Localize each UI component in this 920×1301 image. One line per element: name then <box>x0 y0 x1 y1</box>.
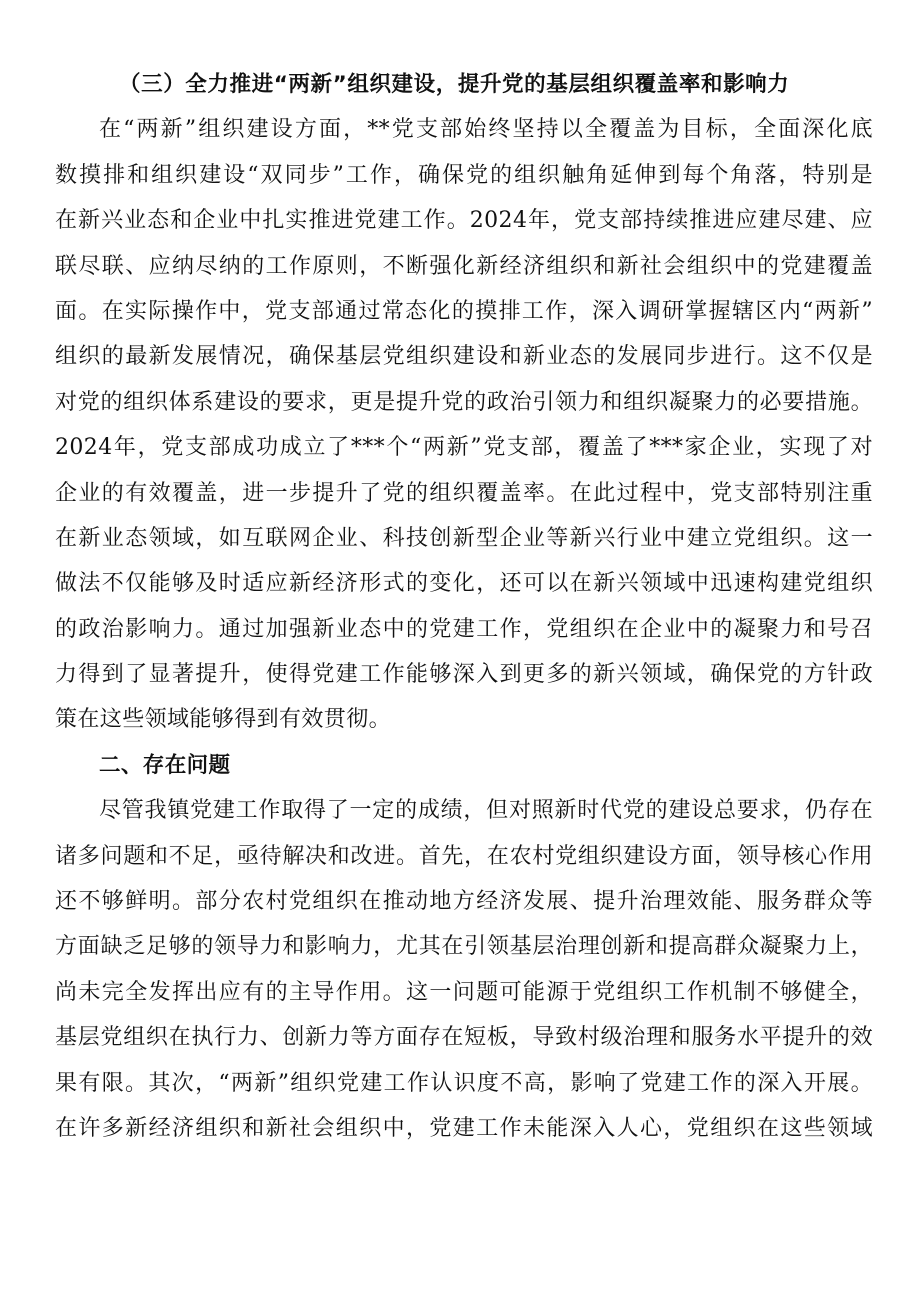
paragraph-line: 果有限。其次，“两新”组织党建工作认识度不高，影响了党建工作的深入开展。 <box>55 1070 873 1096</box>
paragraph-line: 在许多新经济组织和新社会组织中，党建工作未能深入人心，党组织在这些领域 <box>55 1115 873 1141</box>
paragraph-line: 面。在实际操作中，党支部通过常态化的摸排工作，深入调研掌握辖区内“两新” <box>55 298 873 324</box>
paragraph-line: 诸多问题和不足，亟待解决和改进。首先，在农村党组织建设方面，领导核心作用 <box>55 843 873 869</box>
paragraph-line: 组织的最新发展情况，确保基层党组织建设和新业态的发展同步进行。这不仅是 <box>55 344 873 370</box>
paragraph-line: 做法不仅能够及时适应新经济形式的变化，还可以在新兴领域中迅速构建党组织 <box>55 571 873 597</box>
document-body <box>55 62 873 1151</box>
paragraph-line: 2024年，党支部成功成立了***个“两新”党支部，覆盖了***家企业，实现了对 <box>55 435 873 461</box>
paragraph-problems <box>55 788 873 1151</box>
paragraph-line: 企业的有效覆盖，进一步提升了党的组织覆盖率。在此过程中，党支部特别注重 <box>55 480 873 506</box>
subsection-heading: （三）全力推进“两新”组织建设，提升党的基层组织覆盖率和影响力 <box>119 72 790 97</box>
paragraph-line: 数摸排和组织建设“双同步”工作，确保党的组织触角延伸到每个角落，特别是 <box>55 162 873 188</box>
paragraph-line: 力得到了显著提升，使得党建工作能够深入到更多的新兴领域，确保党的方针政 <box>55 662 873 688</box>
paragraph-line: 在新业态领域，如互联网企业、科技创新型企业等新兴行业中建立党组织。这一 <box>55 525 873 551</box>
section-title: 二、存在问题 <box>99 752 231 778</box>
paragraph-line: 在“两新”组织建设方面，**党支部始终坚持以全覆盖为目标，全面深化底 <box>99 117 873 143</box>
paragraph-line: 的政治影响力。通过加强新业态中的党建工作，党组织在企业中的凝聚力和号召 <box>55 616 873 642</box>
paragraph-line: 基层党组织在执行力、创新力等方面存在短板，导致村级治理和服务水平提升的效 <box>55 1025 873 1051</box>
paragraph-line: 对党的组织体系建设的要求，更是提升党的政治引领力和组织凝聚力的必要措施。 <box>55 389 873 415</box>
paragraph-line: 方面缺乏足够的领导力和影响力，尤其在引领基层治理创新和提高群众凝聚力上， <box>55 934 873 960</box>
paragraph-line: 尽管我镇党建工作取得了一定的成绩，但对照新时代党的建设总要求，仍存在 <box>99 798 873 824</box>
paragraph-line: 尚未完全发挥出应有的主导作用。这一问题可能源于党组织工作机制不够健全， <box>55 979 873 1005</box>
paragraph-line: 策在这些领域能够得到有效贯彻。 <box>55 707 392 733</box>
paragraph-line: 还不够鲜明。部分农村党组织在推动地方经济发展、提升治理效能、服务群众等 <box>55 889 873 915</box>
paragraph-line: 在新兴业态和企业中扎实推进党建工作。2024年，党支部持续推进应建尽建、应 <box>55 208 873 234</box>
paragraph-line: 联尽联、应纳尽纳的工作原则，不断强化新经济组织和新社会组织中的党建覆盖 <box>55 253 873 279</box>
paragraph-coverage <box>55 107 873 742</box>
